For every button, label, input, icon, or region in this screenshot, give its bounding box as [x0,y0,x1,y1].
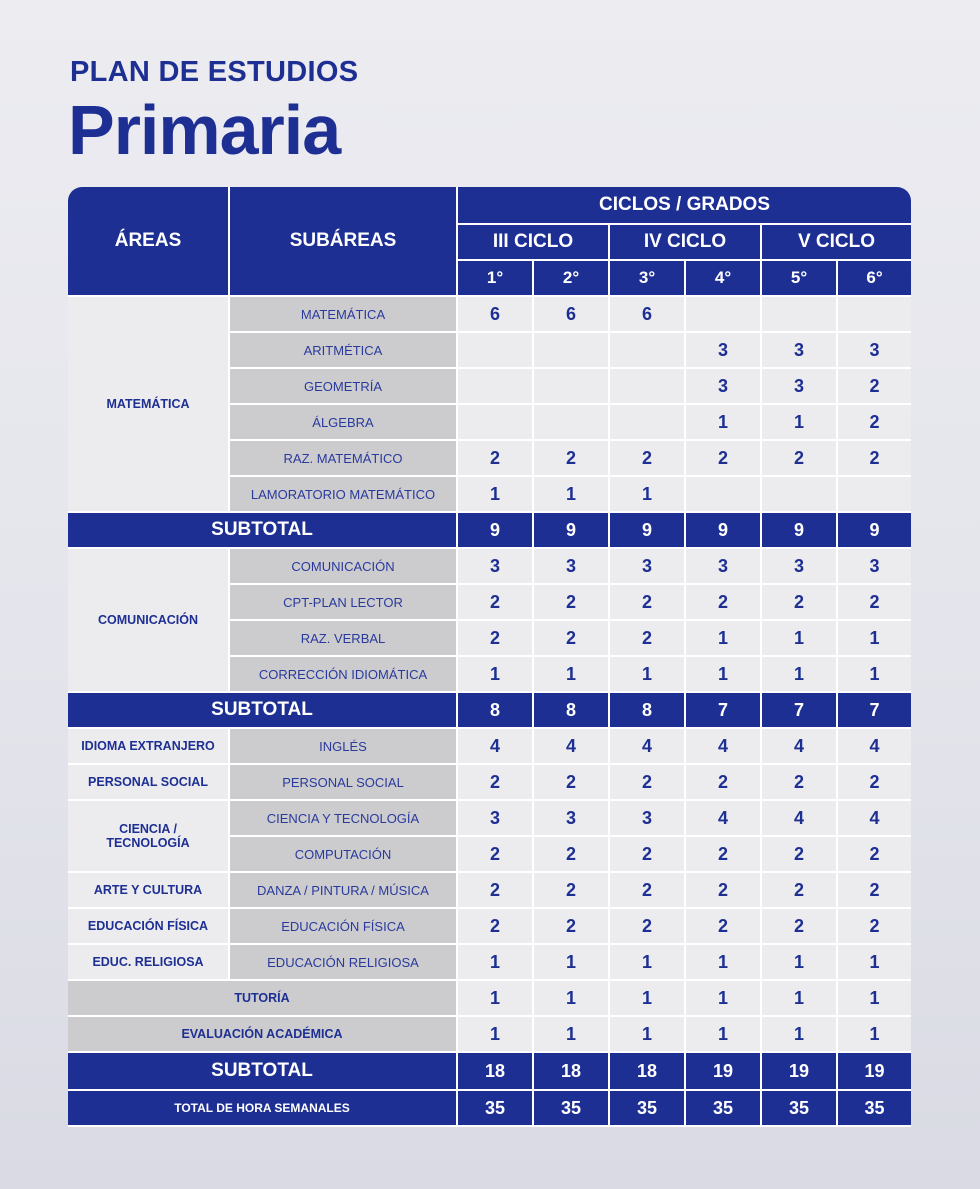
subtotal-value: 19 [762,1053,838,1091]
hours-cell: 4 [762,729,838,765]
hours-cell: 1 [762,945,838,981]
header-grade: 4° [686,261,762,297]
hours-cell: 2 [610,909,686,945]
hours-cell: 1 [838,945,911,981]
hours-cell: 2 [458,441,534,477]
hours-cell: 1 [534,1017,610,1053]
hours-cell: 2 [458,873,534,909]
subarea-cell: RAZ. VERBAL [230,621,458,657]
hours-cell: 2 [686,585,762,621]
hours-cell: 3 [686,333,762,369]
total-value: 35 [534,1091,610,1127]
hours-cell: 1 [838,657,911,693]
page-title: Primaria [68,91,341,169]
hours-cell [458,369,534,405]
area-label-line: TECNOLOGÍA [106,836,190,850]
hours-cell: 2 [838,369,911,405]
subarea-cell: CPT-PLAN LECTOR [230,585,458,621]
hours-cell: 1 [686,981,762,1017]
hours-cell: 2 [838,405,911,441]
hours-cell: 1 [686,945,762,981]
header-cycle-iii: III CICLO [458,225,610,261]
hours-cell: 1 [762,405,838,441]
final-subtotal-row [68,1053,911,1091]
total-value: 35 [686,1091,762,1127]
hours-cell: 2 [762,837,838,873]
hours-cell: 1 [686,1017,762,1053]
hours-cell [762,297,838,333]
hours-cell: 4 [838,729,911,765]
header-grade: 1° [458,261,534,297]
hours-cell: 4 [762,801,838,837]
hours-cell [534,405,610,441]
hours-cell [534,369,610,405]
table-row [68,549,911,585]
subtotal-value: 18 [534,1053,610,1091]
table-row [68,909,911,945]
total-label: TOTAL DE HORA SEMANALES [68,1091,458,1127]
hours-cell: 1 [686,621,762,657]
hours-cell: 1 [534,657,610,693]
area-cell: MATEMÁTICA [68,297,230,513]
tutoria-label: TUTORÍA [68,981,458,1017]
subarea-cell: RAZ. MATEMÁTICO [230,441,458,477]
hours-cell: 1 [458,981,534,1017]
hours-cell: 2 [458,585,534,621]
hours-cell: 1 [534,981,610,1017]
hours-cell: 3 [534,549,610,585]
hours-cell [458,405,534,441]
hours-cell: 3 [838,333,911,369]
area-label-line: CIENCIA / [119,822,177,836]
math-subtotal-row [68,513,911,549]
hours-cell: 1 [686,405,762,441]
table-row [68,765,911,801]
hours-cell: 1 [838,1017,911,1053]
tutoria-row [68,981,911,1017]
hours-cell: 1 [686,657,762,693]
hours-cell: 2 [610,765,686,801]
hours-cell: 3 [610,801,686,837]
header-cycle-iv: IV CICLO [610,225,762,261]
hours-cell: 2 [686,441,762,477]
header-subareas: SUBÁREAS [230,187,458,297]
hours-cell: 2 [458,621,534,657]
hours-cell [686,477,762,513]
hours-cell: 4 [686,801,762,837]
hours-cell: 1 [762,621,838,657]
hours-cell: 3 [686,549,762,585]
subtotal-label: SUBTOTAL [68,513,458,549]
subarea-cell: LAMORATORIO MATEMÁTICO [230,477,458,513]
hours-cell: 2 [762,873,838,909]
header-grade: 3° [610,261,686,297]
hours-cell: 3 [458,801,534,837]
hours-cell: 2 [534,441,610,477]
hours-cell: 3 [762,549,838,585]
hours-cell: 2 [610,837,686,873]
area-cell: PERSONAL SOCIAL [68,765,230,801]
hours-cell [610,333,686,369]
hours-cell [762,477,838,513]
subarea-cell: EDUCACIÓN FÍSICA [230,909,458,945]
hours-cell: 1 [762,657,838,693]
area-cell: COMUNICACIÓN [68,549,230,693]
hours-cell: 2 [838,873,911,909]
hours-cell [610,405,686,441]
hours-cell: 2 [458,837,534,873]
hours-cell: 3 [838,549,911,585]
hours-cell [458,333,534,369]
subarea-cell: ARITMÉTICA [230,333,458,369]
subarea-cell: ÁLGEBRA [230,405,458,441]
table-row [68,945,911,981]
hours-cell: 2 [458,765,534,801]
hours-cell: 1 [534,477,610,513]
subtotal-value: 7 [762,693,838,729]
hours-cell: 2 [762,441,838,477]
table-row [68,801,911,837]
total-value: 35 [838,1091,911,1127]
hours-cell: 1 [458,1017,534,1053]
hours-cell: 6 [610,297,686,333]
hours-cell: 3 [762,333,838,369]
hours-cell: 2 [610,873,686,909]
other-areas-section-2 [68,873,911,981]
hours-cell: 3 [610,549,686,585]
subarea-cell: PERSONAL SOCIAL [230,765,458,801]
header-grade: 2° [534,261,610,297]
hours-cell: 1 [610,477,686,513]
evaluacion-label: EVALUACIÓN ACADÉMICA [68,1017,458,1053]
area-cell: EDUCACIÓN FÍSICA [68,909,230,945]
total-value: 35 [610,1091,686,1127]
header-cycle-v: V CICLO [762,225,911,261]
hours-cell: 1 [534,945,610,981]
hours-cell: 6 [458,297,534,333]
hours-cell: 2 [838,765,911,801]
hours-cell: 2 [686,765,762,801]
hours-cell: 2 [534,873,610,909]
subarea-cell: DANZA / PINTURA / MÚSICA [230,873,458,909]
area-cell [68,801,230,873]
hours-cell: 2 [762,909,838,945]
hours-cell: 6 [534,297,610,333]
hours-cell: 2 [534,909,610,945]
subtotal-value: 9 [610,513,686,549]
subtotal-value: 19 [686,1053,762,1091]
hours-cell: 2 [762,765,838,801]
hours-cell: 1 [838,621,911,657]
hours-cell [686,297,762,333]
hours-cell: 4 [458,729,534,765]
subtotal-value: 8 [610,693,686,729]
hours-cell: 4 [534,729,610,765]
subarea-cell: INGLÉS [230,729,458,765]
hours-cell: 1 [762,981,838,1017]
subarea-cell: COMUNICACIÓN [230,549,458,585]
hours-cell: 2 [686,873,762,909]
header-grade: 6° [838,261,911,297]
hours-cell: 2 [686,909,762,945]
subtotal-value: 8 [534,693,610,729]
communication-subtotal-row [68,693,911,729]
subtotal-value: 9 [762,513,838,549]
hours-cell: 2 [610,621,686,657]
subtotal-label: SUBTOTAL [68,693,458,729]
hours-cell: 2 [838,909,911,945]
hours-cell: 2 [534,621,610,657]
hours-cell: 1 [838,981,911,1017]
hours-cell: 1 [458,945,534,981]
hours-cell: 2 [534,585,610,621]
header-ciclos: CICLOS / GRADOS [458,187,911,225]
hours-cell: 1 [762,1017,838,1053]
hours-cell: 2 [838,441,911,477]
hours-cell: 3 [458,549,534,585]
header-grade: 5° [762,261,838,297]
subtotal-value: 7 [838,693,911,729]
math-section [68,297,911,513]
hours-cell [838,297,911,333]
hours-cell: 2 [458,909,534,945]
total-row [68,1091,911,1127]
evaluacion-row [68,1017,911,1053]
hours-cell: 2 [838,837,911,873]
hours-cell: 1 [610,657,686,693]
subtotal-value: 19 [838,1053,911,1091]
hours-cell: 2 [534,765,610,801]
area-cell: ARTE Y CULTURA [68,873,230,909]
hours-cell: 2 [762,585,838,621]
hours-cell: 4 [838,801,911,837]
hours-cell: 2 [534,837,610,873]
hours-cell [838,477,911,513]
hours-cell [610,369,686,405]
science-section [68,801,911,873]
hours-cell: 1 [610,981,686,1017]
subarea-cell: CIENCIA Y TECNOLOGÍA [230,801,458,837]
subtotal-value: 8 [458,693,534,729]
hours-cell: 2 [610,441,686,477]
header-areas: ÁREAS [68,187,230,297]
table-row [68,873,911,909]
hours-cell: 1 [610,1017,686,1053]
area-cell: EDUC. RELIGIOSA [68,945,230,981]
communication-section [68,549,911,693]
subtotal-value: 18 [458,1053,534,1091]
hours-cell: 4 [610,729,686,765]
hours-cell: 4 [686,729,762,765]
subarea-cell: GEOMETRÍA [230,369,458,405]
subtotal-value: 9 [534,513,610,549]
subarea-cell: COMPUTACIÓN [230,837,458,873]
hours-cell: 2 [686,837,762,873]
study-plan-table [68,187,911,1127]
subarea-cell: EDUCACIÓN RELIGIOSA [230,945,458,981]
total-value: 35 [458,1091,534,1127]
hours-cell: 1 [610,945,686,981]
other-areas-section [68,729,911,801]
subtotal-label: SUBTOTAL [68,1053,458,1091]
hours-cell: 2 [610,585,686,621]
subtotal-value: 9 [838,513,911,549]
table-row [68,729,911,765]
subtotal-value: 9 [686,513,762,549]
subarea-cell: MATEMÁTICA [230,297,458,333]
area-cell: IDIOMA EXTRANJERO [68,729,230,765]
page-kicker: PLAN DE ESTUDIOS [70,56,359,88]
hours-cell: 2 [838,585,911,621]
table-row [68,297,911,333]
hours-cell: 3 [686,369,762,405]
hours-cell: 1 [458,477,534,513]
hours-cell [534,333,610,369]
hours-cell: 1 [458,657,534,693]
hours-cell: 3 [534,801,610,837]
subtotal-value: 18 [610,1053,686,1091]
hours-cell: 3 [762,369,838,405]
subarea-cell: CORRECCIÓN IDIOMÁTICA [230,657,458,693]
subtotal-value: 9 [458,513,534,549]
total-value: 35 [762,1091,838,1127]
subtotal-value: 7 [686,693,762,729]
